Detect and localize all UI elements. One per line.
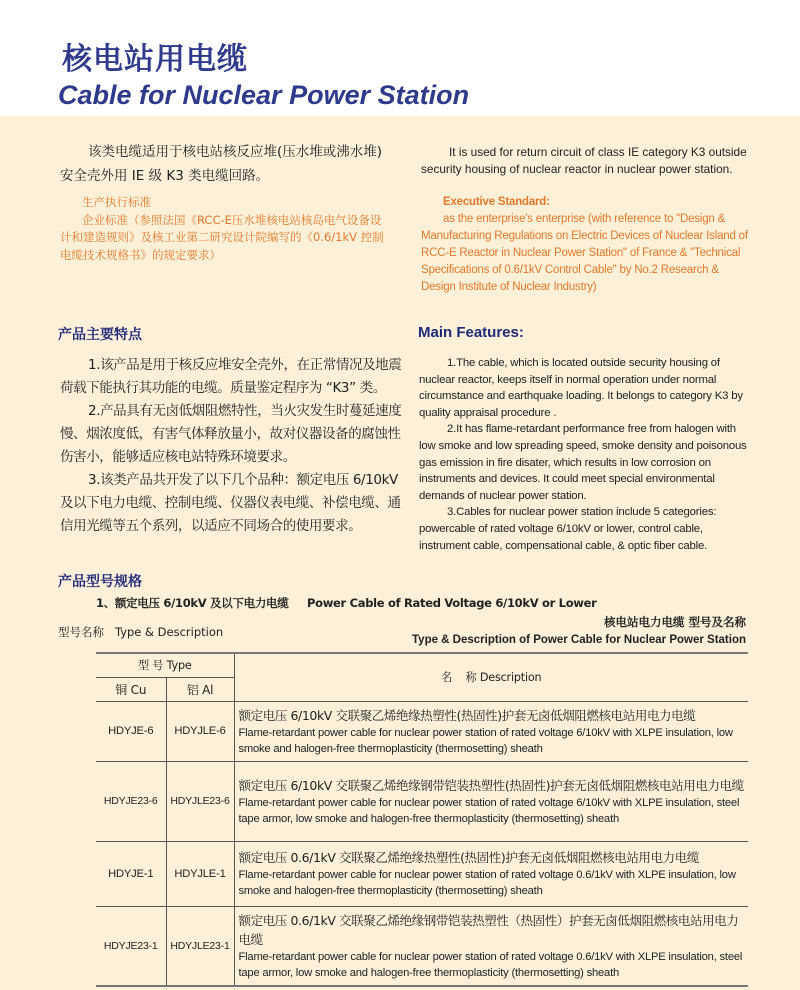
table-row: [96, 701, 748, 761]
description-cn: 额定电压 0.6/1kV 交联聚乙烯绝缘钢带铠装热塑性（热固性）护套无卤低烟阻燃核电站用电力电缆: [238, 912, 739, 947]
standard-text-en: as the enterprise's enterprise (with reference to "Design & Manufacturing Regulations on Electric Devices of Nuclear Island of RCC-E Reactor in Nuclear Power Station" of France & "Technical Specifications of 0.6/1kV Control Cable" by No.2 Research & Design Institute of Nuclear Industry): [421, 213, 748, 293]
feature-cn-3: 3.该类产品共开发了以下几个品种：额定电压 6/10kV 及以下电力电缆、控制电缆、仪器仪表电缆、补偿电缆、通信用光缆等五个系列，以适应不同场合的使用要求。: [60, 472, 401, 534]
al-type: HDYJLE23-6: [166, 761, 234, 841]
header: [0, 0, 800, 116]
intro-en: It is used for return circuit of class IE category K3 outside security housing of nuclear reactor in nuclear power station.: [421, 145, 747, 176]
cu-type: HDYJE23-6: [96, 761, 166, 841]
feature-cn-2: 2.产品具有无卤低烟阻燃特性，当火灾发生时蔓延速度慢、烟浓度低，有害气体释放量小，故对仪器设备的腐蚀性伤害小，能够适应核电站特殊环境要求。: [60, 403, 402, 465]
type-description-label: 型号名称 Type & Description: [58, 625, 224, 639]
al-type: HDYJLE-6: [166, 701, 234, 761]
features-heading-cn: 产品主要特点: [58, 327, 142, 343]
page-title-en: Cable for Nuclear Power Station: [58, 80, 470, 110]
standard-text-cn: 企业标准（参照法国《RCC-E压水堆核电站核岛电气设备设计和建造规则》及核工业第二研究设计院编写的《0.6/1kV 控制电缆技术规格书》的规定要求）: [60, 212, 384, 262]
cu-type: HDYJE-6: [96, 701, 166, 761]
header-al: 铝 Al: [166, 677, 234, 701]
al-type: HDYJLE23-1: [166, 906, 234, 986]
spec-subheading: 1、额定电压 6/10kV 及以下电力电缆 Power Cable of Rated Voltage 6/10kV or Lower: [96, 596, 597, 610]
table-caption-cn: 核电站电力电缆 型号及名称: [603, 615, 746, 629]
feature-cn-1: 1.该产品是用于核反应堆安全壳外，在正常情况及地震荷载下能执行其功能的电缆。质量鉴定程序为 “K3” 类。: [60, 357, 402, 396]
al-type: HDYJLE-1: [166, 841, 234, 906]
description-en: Flame-retardant power cable for nuclear power station of rated voltage 6/10kV with XLPE insulation, low smoke and halogen-free thermoplasticity (thermosetting) sheath: [238, 726, 733, 755]
table-row: [96, 761, 748, 841]
standard-heading-en: Executive Standard:: [443, 196, 550, 208]
feature-en-3: 3.Cables for nuclear power station include 5 categories: powercable of rated voltage 6/10kV or lower, control cable, instrument cable, compensational cable, & optic fiber cable.: [419, 506, 717, 552]
cu-type: HDYJE-1: [96, 841, 166, 906]
table-caption-en: Type & Description of Power Cable for Nuclear Power Station: [412, 634, 746, 646]
standard-heading-cn: 生产执行标准: [82, 195, 151, 209]
header-cu: 铜 Cu: [96, 677, 166, 701]
table-row: [96, 906, 748, 986]
description-cn: 额定电压 6/10kV 交联聚乙烯绝缘钢带铠装热塑性(热固性)护套无卤低烟阻燃核电站用电力电缆: [238, 777, 744, 793]
description-en: Flame-retardant power cable for nuclear power station of rated voltage 0.6/1kV with XLPE insulation, low smoke and halogen-free thermoplasticity (thermosetting) sheath: [238, 869, 736, 897]
description-cn: 额定电压 6/10kV 交联聚乙烯绝缘热塑性(热固性)护套无卤低烟阻燃核电站用电力电缆: [238, 707, 696, 723]
description-en: Flame-retardant power cable for nuclear power station of rated voltage 0.6/1kV with XLPE insulation, steel tape armor, low smoke and halogen-free thermoplasticity (thermosetting) sheath: [238, 950, 743, 979]
spec-heading: 产品型号规格: [58, 574, 142, 590]
description-en: Flame-retardant power cable for nuclear power station of rated voltage 6/10kV with XLPE insulation, steel tape armor, low smoke and halogen-free thermoplasticity (thermosetting) sheath: [238, 796, 740, 825]
header-type: 型 号 Type: [96, 653, 234, 677]
page-title-cn: 核电站用电缆: [62, 42, 248, 77]
cu-type: HDYJE23-1: [96, 906, 166, 986]
feature-en-2: 2.It has flame-retardant performance free from halogen with low smoke and low spreading speed, smoke density and poisonous gas emission in fire disater, which results in low corrosion on instruments and devices. It could meet special environmental demands of nuclear power station.: [419, 423, 747, 502]
description-cn: 额定电压 0.6/1kV 交联聚乙烯绝缘热塑性(热固性)护套无卤低烟阻燃核电站用电力电缆: [238, 850, 699, 865]
features-heading-en: Main Features:: [418, 324, 524, 341]
cable-type-table: [96, 652, 748, 987]
header-description: 名 称 Description: [234, 653, 748, 701]
feature-en-1: 1.The cable, which is located outside security housing of nuclear reactor, keeps itself in normal operation under normal circumstance and earthquake loading. It belongs to category K3 by quality appraisal procedure .: [419, 357, 743, 419]
intro-cn: 该类电缆适用于核电站核反应堆(压水堆或沸水堆)安全壳外用 IE 级 K3 类电缆回路。: [60, 144, 383, 184]
table-row: [96, 841, 748, 906]
